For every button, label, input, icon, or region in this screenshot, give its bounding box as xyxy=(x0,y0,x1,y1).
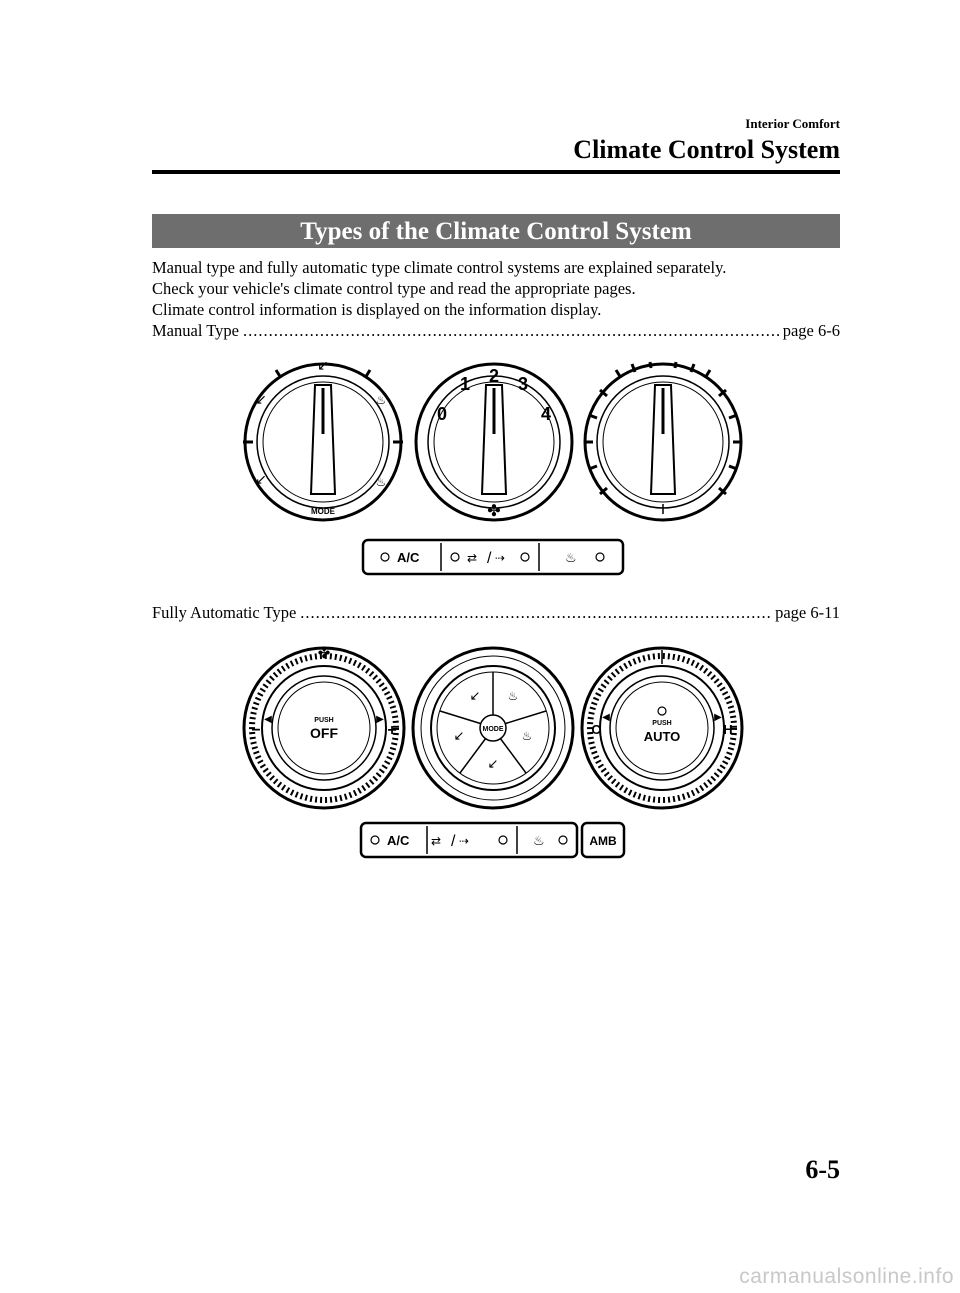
off-label: OFF xyxy=(310,725,338,741)
auto-label: AUTO xyxy=(643,729,681,744)
toc-page: page 6-11 xyxy=(775,603,840,622)
watermark[interactable]: carmanualsonline.info xyxy=(739,1265,954,1288)
running-header xyxy=(573,116,840,166)
header-rule xyxy=(152,170,840,174)
toc-label: Fully Automatic Type xyxy=(152,603,297,622)
rear-defroster-icon: ♨ xyxy=(533,834,545,849)
floor-defrost-icon: ♨ xyxy=(375,393,387,407)
left-arrow-icon: ◀ xyxy=(602,712,610,723)
manual-panel-figure xyxy=(238,360,748,580)
mode-label: MODE xyxy=(482,726,504,733)
fan-increase-label: + xyxy=(387,722,397,739)
amb-label: AMB xyxy=(589,834,617,848)
manual-button-strip xyxy=(363,540,623,574)
page-title: Climate Control System xyxy=(573,135,840,164)
toc-fully-automatic-type[interactable] xyxy=(152,602,840,624)
fan-icon: ✤ xyxy=(487,501,501,520)
fan-decrease-label: − xyxy=(251,722,261,739)
auto-button-strip xyxy=(361,823,577,857)
cold-label: C xyxy=(591,722,601,737)
separator: / xyxy=(487,550,492,567)
fresh-air-icon: ⇢ xyxy=(459,834,470,848)
defrost-icon: ♨ xyxy=(507,689,519,703)
face-vent-icon: ↙ xyxy=(469,689,481,704)
bilevel-vent-icon: ↙ xyxy=(255,392,267,408)
ac-label: A/C xyxy=(397,550,420,565)
rear-defroster-icon: ♨ xyxy=(565,551,577,566)
mode-label: MODE xyxy=(311,507,335,516)
mode-dial[interactable] xyxy=(243,360,403,520)
intro-line: Check your vehicle's climate control type and read the appropriate pages. xyxy=(152,279,636,298)
page-number: 6-5 xyxy=(805,1155,840,1184)
temperature-dial[interactable] xyxy=(584,362,742,520)
recirculate-air-icon: ⇄ xyxy=(431,834,442,848)
push-label: PUSH xyxy=(652,720,672,727)
toc-leader-dots xyxy=(243,320,779,342)
floor-defrost-icon: ♨ xyxy=(521,729,533,743)
section-label: Interior Comfort xyxy=(745,116,840,131)
fan-speed-label: 2 xyxy=(488,366,500,386)
fresh-air-icon: ⇢ xyxy=(495,551,506,565)
fan-speed-label: 0 xyxy=(436,404,448,424)
auto-panel-figure xyxy=(238,640,748,864)
right-arrow-icon: ▶ xyxy=(376,714,384,725)
fan-speed-dial[interactable] xyxy=(416,364,572,520)
face-vent-icon: ↙ xyxy=(317,360,329,374)
intro-paragraph xyxy=(152,257,840,320)
toc-manual-type[interactable] xyxy=(152,320,840,342)
fan-speed-label: 4 xyxy=(540,404,552,424)
ac-label: A/C xyxy=(387,833,410,848)
fan-control-dial[interactable] xyxy=(244,644,404,808)
floor-vent-icon: ↙ xyxy=(487,757,499,772)
fan-speed-label: 3 xyxy=(517,374,529,394)
fan-speed-label: 1 xyxy=(459,374,471,394)
defrost-icon: ♨ xyxy=(375,475,387,489)
push-label: PUSH xyxy=(314,717,334,724)
floor-vent-icon: ↙ xyxy=(255,472,267,488)
toc-page: page 6-6 xyxy=(782,321,840,340)
left-arrow-icon: ◀ xyxy=(264,714,272,725)
bilevel-vent-icon: ↙ xyxy=(453,729,465,744)
section-banner: Types of the Climate Control System xyxy=(152,214,840,248)
toc-label: Manual Type xyxy=(152,321,239,340)
toc-leader-dots xyxy=(300,602,771,624)
intro-line: Climate control information is displayed on the information display. xyxy=(152,300,602,319)
temperature-control-dial[interactable] xyxy=(582,648,742,808)
auto-indicator-light xyxy=(658,707,666,715)
amb-button[interactable] xyxy=(582,823,624,857)
fan-icon: ✤ xyxy=(317,644,331,662)
right-arrow-icon: ▶ xyxy=(714,712,722,723)
hot-label: H xyxy=(723,722,733,737)
recirculate-air-icon: ⇄ xyxy=(467,551,478,565)
separator: / xyxy=(451,833,456,850)
mode-selector[interactable] xyxy=(413,648,573,808)
intro-line: Manual type and fully automatic type climate control systems are explained separately. xyxy=(152,258,727,277)
